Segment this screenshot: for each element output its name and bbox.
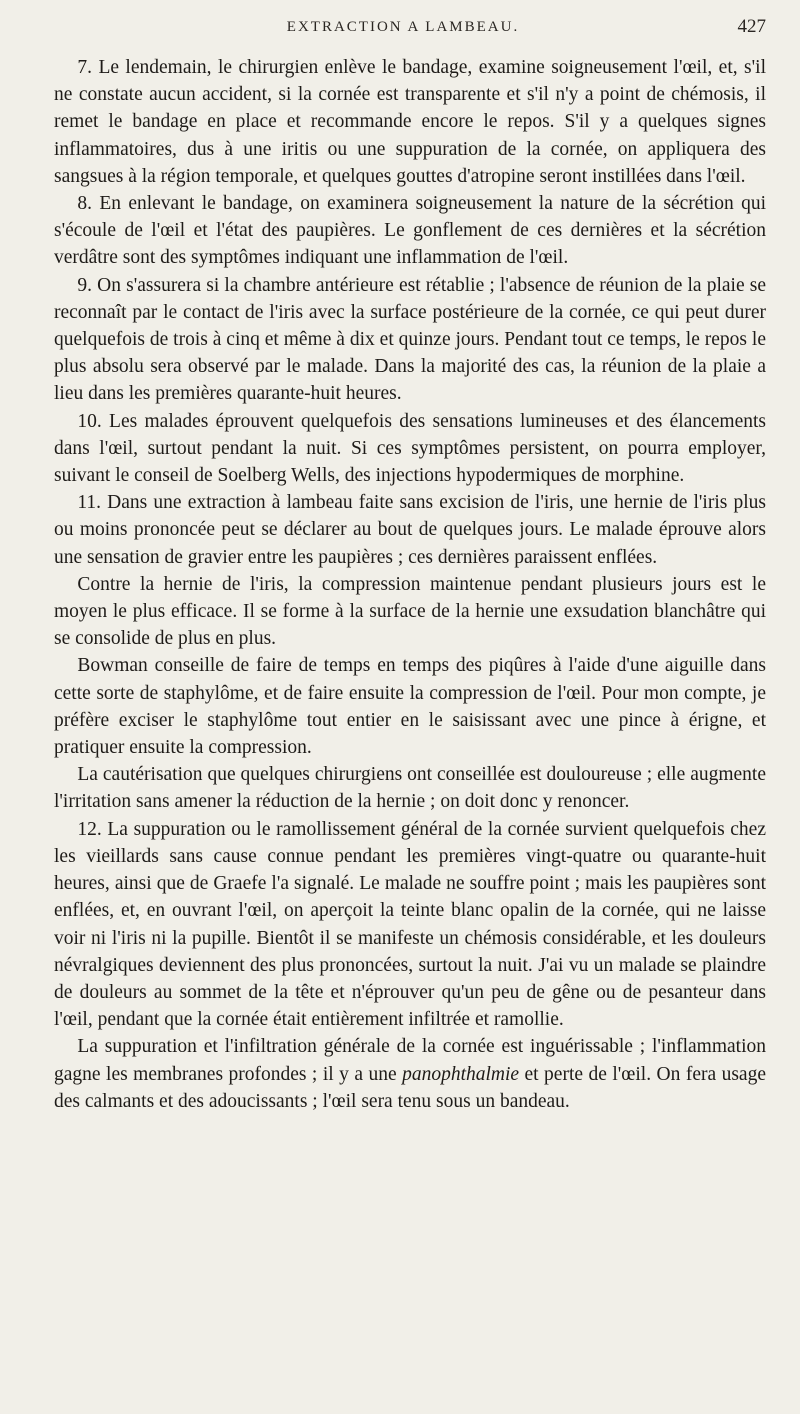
paragraph-10: 10. Les malades éprouvent quelquefois des sensations lumineuses et des élancements dans l'œil, surtout pendant la nuit. Si ces symptômes persistent, on pourra employer, suivant le conseil de Soelberg Wells, des injections hypodermiques de morphine. — [54, 410, 766, 487]
paragraph-suppuration — [54, 1033, 766, 1115]
body-text — [54, 54, 766, 1115]
running-head — [40, 16, 766, 40]
paragraph-11: 11. Dans une extraction à lambeau faite sans excision de l'iris, une hernie de l'iris plus ou moins prononcée peut se déclarer au bout de quelques jours. Le malade éprouve alors une sensation de gravier entre les paupières ; ces dernières paraissent enflées. — [54, 492, 766, 568]
paragraph-cauterisation: La cautérisation que quelques chirurgiens ont conseillée est douloureuse ; elle augmente l'irritation sans amener la réduction de la hernie ; on doit donc y renoncer. — [54, 764, 766, 813]
paragraph-12: 12. La suppuration ou le ramollissement général de la cornée survient quelquefois chez les vieillards sans cause connue pendant les premières vingt-quatre ou quarante-huit heures, ainsi que de Graefe l'a signalé. Le malade ne souffre point ; mais les paupières sont enflées, et, en ouvrant l'œil, on aperçoit la teinte blanc opalin de la cornée, qui ne laisse voir ni l'iris ni la pupille. Bientôt il se manifeste un chémosis considérable, et les douleurs névralgiques deviennent des plus prononcées, surtout la nuit. J'ai vu un malade se plaindre de douleurs au sommet de la tête et n'éprouver qu'un peu de gêne ou de pesanteur dans l'œil, pendant que la cornée était entièrement infiltrée et ramollie. — [54, 818, 766, 1031]
paragraph-hernie-compression: Contre la hernie de l'iris, la compression maintenue pendant plusieurs jours est le moyen le plus efficace. Il se forme à la surface de la hernie une exsudation blanchâtre qui se consolide de plus en plus. — [54, 573, 766, 650]
emphasis-panophthalmie: panophthalmie — [402, 1063, 520, 1085]
page-number: 427 — [737, 16, 766, 37]
paragraph-suppuration-start: La suppuration et l'infiltration générale de la cornée est inguérissable ; l'inflammation gagne les membranes profondes ; il y a une — [54, 1036, 766, 1085]
paragraph-8: 8. En enlevant le bandage, on examinera soigneusement la nature de la sécrétion qui s'écoule de l'œil et l'état des paupières. Le gonflement de ces dernières et la sécrétion verdâtre sont des symptômes indiquant une inflammation de l'œil. — [54, 193, 766, 269]
paragraph-suppuration-end: et perte de l'œil. On fera usage des calmants et des adoucissants ; l'œil sera tenu sous un bandeau. — [54, 1063, 766, 1112]
running-title: EXTRACTION A LAMBEAU. — [286, 19, 520, 35]
paragraph-9: 9. On s'assurera si la chambre antérieure est rétablie ; l'absence de réunion de la plaie se reconnaît par le contact de l'iris avec la surface postérieure de la cornée, ce qui peut durer quelquefois de trois à cinq et même à dix et quinze jours. Pendant tout ce temps, le repos le plus absolu sera observé par le malade. Dans la majorité des cas, la réunion de la plaie a lieu dans les premières quarante-huit heures. — [54, 274, 766, 405]
paragraph-7: 7. Le lendemain, le chirurgien enlève le bandage, examine soigneusement l'œil, et, s'il ne constate aucun accident, si la cornée est transparente et s'il n'y a point de chémosis, il remet le bandage en place et recommande encore le repos. S'il y a quelques signes inflammatoires, dus à une iritis ou une suppuration de la cornée, on appliquera des sangsues à la région temporale, et quelques gouttes d'atropine seront instillées dans l'œil. — [54, 57, 766, 187]
paragraph-bowman: Bowman conseille de faire de temps en temps des piqûres à l'aide d'une aiguille dans cette sorte de staphylôme, et de faire ensuite la compression de l'œil. Pour mon compte, je préfère exciser le staphylôme tout entier en le saisissant avec une pince à érigne, et pratiquer ensuite la compression. — [54, 655, 766, 759]
